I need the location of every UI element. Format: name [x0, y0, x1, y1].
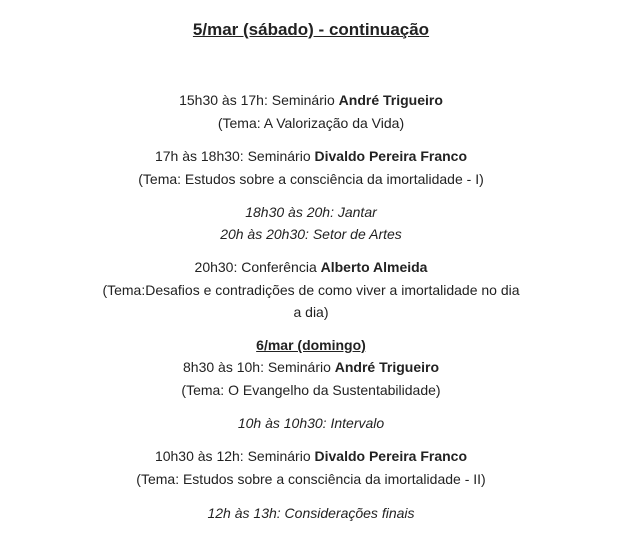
schedule-theme: (Tema: A Valorização da Vida)	[217, 115, 405, 131]
speaker-name: André Trigueiro	[338, 92, 443, 108]
schedule-theme: (Tema: O Evangelho da Sustentabilidade)	[181, 382, 441, 398]
schedule-item-interval: 10h às 10h30: Intervalo	[237, 415, 385, 431]
schedule-item-seminar-trigueiro	[0, 91, 622, 109]
schedule-time: 15h30 às 17h: Seminário	[179, 92, 339, 108]
speaker-name: Alberto Almeida	[320, 259, 428, 275]
page-title: 5/mar (sábado) - continuação	[192, 20, 430, 39]
schedule-time: 20h30: Conferência	[194, 259, 321, 275]
schedule-item-conference	[0, 258, 622, 276]
schedule-theme: (Tema: Estudos sobre a consciência da imortalidade - II)	[136, 471, 486, 487]
speaker-name: André Trigueiro	[334, 359, 439, 375]
schedule-theme-continued: a dia)	[293, 304, 329, 320]
schedule-item-closing: 12h às 13h: Considerações finais	[207, 505, 415, 521]
day-heading-sunday: 6/mar (domingo)	[256, 337, 366, 353]
schedule-theme: (Tema:Desafios e contradições de como viver a imortalidade no dia	[102, 282, 520, 298]
schedule-item-seminar-divaldo	[0, 147, 622, 165]
schedule-time: 17h às 18h30: Seminário	[154, 148, 315, 164]
schedule-theme: (Tema: Estudos sobre a consciência da imortalidade - I)	[138, 171, 484, 187]
speaker-name: Divaldo Pereira Franco	[314, 448, 468, 464]
schedule-item-seminar-trigueiro-sunday	[0, 358, 622, 376]
schedule-item-dinner: 18h30 às 20h: Jantar	[245, 204, 377, 220]
schedule-item-seminar-divaldo-sunday	[0, 447, 622, 465]
schedule-time: 8h30 às 10h: Seminário	[183, 359, 335, 375]
speaker-name: Divaldo Pereira Franco	[314, 148, 468, 164]
schedule-item-arts: 20h às 20h30: Setor de Artes	[220, 226, 402, 242]
schedule-time: 10h30 às 12h: Seminário	[154, 448, 315, 464]
